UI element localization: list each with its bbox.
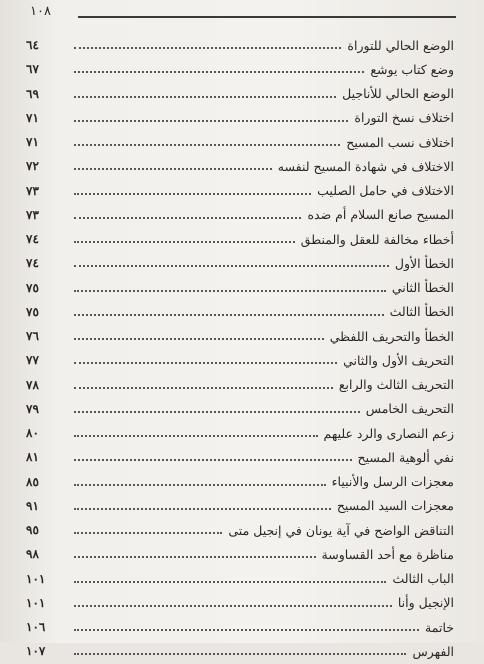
dot-leader	[74, 532, 222, 534]
toc-entry	[26, 348, 454, 372]
toc-entry-page: ٧١	[26, 110, 39, 125]
toc-entry-title: اختلاف نسخ التوراة	[354, 110, 454, 126]
toc-entry-title: الوضع الحالي للأناجيل	[342, 86, 454, 102]
dot-leader	[74, 241, 295, 243]
toc-entry	[26, 106, 454, 130]
dot-leader	[74, 314, 384, 316]
toc-entry-page: ١٠١	[26, 571, 46, 586]
toc-entry	[26, 227, 454, 251]
toc-entry-title: زعم النصارى والرد عليهم	[323, 425, 454, 441]
toc-entry-page: ٧٤	[26, 256, 39, 271]
dot-leader	[74, 265, 389, 267]
toc-entry	[26, 82, 454, 106]
toc-entry-title: التحريف الأول والثاني	[343, 352, 454, 368]
toc-entry-page: ٧٣	[26, 207, 39, 222]
toc-entry-page: ٩٥	[26, 523, 39, 538]
dot-leader	[74, 290, 386, 292]
toc-entry-page: ٧٤	[26, 232, 39, 247]
toc-entry-title: التحريف الثالث والرابع	[338, 377, 454, 393]
dot-leader	[74, 193, 311, 195]
toc-entry-page: ٦٩	[26, 86, 39, 101]
toc-entry-page: ١٠٦	[26, 620, 46, 635]
toc-entry	[26, 445, 454, 469]
toc-entry-title: التناقض الواضح في آية يونان في إنجيل متى	[228, 522, 454, 538]
dot-leader	[74, 362, 337, 364]
dot-leader	[74, 71, 364, 73]
toc-entry-title: اختلاف نسب المسيح	[346, 134, 454, 150]
toc-entry-page: ٧٨	[26, 377, 39, 392]
toc-entry-page: ١٠٧	[26, 644, 46, 659]
dot-leader	[74, 459, 352, 461]
toc-entry-title: الباب الثالث	[392, 571, 454, 587]
toc-entry-title: أخطاء مخالفة للعقل والمنطق	[300, 231, 454, 247]
toc-entry-title: معجزات الرسل والأنبياء	[331, 474, 454, 490]
toc-entry	[26, 397, 454, 421]
toc-entry	[26, 518, 454, 542]
dot-leader	[74, 120, 348, 122]
toc-entry	[26, 57, 454, 81]
toc-entry	[26, 373, 454, 397]
toc-entry	[26, 203, 454, 227]
toc-entry-page: ٧٥	[26, 280, 39, 295]
toc-entry	[26, 567, 454, 591]
toc-entry-title: الإنجيل وأنا	[397, 595, 454, 611]
toc-entry-page: ٩١	[26, 498, 39, 513]
toc-entry	[26, 130, 454, 154]
toc-entry-title: التحريف الخامس	[365, 401, 454, 417]
toc-entry	[26, 615, 454, 639]
dot-leader	[74, 581, 386, 583]
dot-leader	[74, 435, 318, 437]
toc-entry-title: الخطأ الأول	[394, 255, 454, 271]
dot-leader	[74, 411, 360, 413]
dot-leader	[74, 629, 419, 631]
dot-leader	[74, 338, 324, 340]
toc-entry	[26, 276, 454, 300]
dot-leader	[74, 556, 316, 558]
toc-entry-page: ٨٠	[26, 426, 39, 441]
toc-entry-title: نفي ألوهية المسيح	[357, 449, 454, 465]
toc-entry	[26, 494, 454, 518]
dot-leader	[74, 387, 333, 389]
toc-entry-page: ٧٣	[26, 183, 39, 198]
toc-entry-title: الوضع الحالي للتوراة	[347, 37, 454, 53]
toc-entry-page: ٧٥	[26, 304, 39, 319]
toc-entry	[26, 251, 454, 275]
dot-leader	[74, 653, 406, 655]
dot-leader	[74, 605, 392, 607]
toc-entry-title: الخطأ الثاني	[391, 280, 454, 296]
dot-leader	[74, 508, 331, 510]
table-of-contents	[26, 33, 454, 664]
toc-entry-title: الاختلاف في حامل الصليب	[317, 183, 454, 199]
toc-entry	[26, 154, 454, 178]
toc-entry-page: ٦٧	[26, 62, 39, 77]
dot-leader	[74, 484, 326, 486]
toc-entry-title: خاتمة	[425, 619, 454, 635]
toc-entry	[26, 33, 454, 57]
toc-entry-page: ٩٨	[26, 547, 39, 562]
toc-entry-title: مناظرة مع أحد القساوسة	[321, 546, 454, 562]
toc-entry-title: معجزات السيد المسيح	[336, 498, 454, 514]
toc-entry-title: الاختلاف في شهادة المسيح لنفسه	[277, 158, 454, 174]
dot-leader	[74, 144, 340, 146]
dot-leader	[74, 168, 272, 170]
toc-entry	[26, 324, 454, 348]
toc-entry-title: الفهرس	[412, 643, 454, 659]
header-rule	[78, 16, 456, 18]
toc-entry	[26, 179, 454, 203]
toc-entry-page: ٧١	[26, 135, 39, 150]
toc-entry-title: المسيح صانع السلام أم ضده	[307, 207, 454, 223]
toc-entry	[26, 300, 454, 324]
toc-entry-title: وضع كتاب يوشع	[370, 61, 454, 77]
toc-entry-page: ٦٤	[26, 38, 39, 53]
dot-leader	[74, 96, 336, 98]
dot-leader	[74, 217, 301, 219]
toc-entry-page: ٧٦	[26, 329, 39, 344]
toc-entry-page: ٧٢	[26, 159, 39, 174]
page-number: ١٠٨	[30, 4, 51, 19]
toc-entry	[26, 542, 454, 566]
toc-entry-page: ٨٥	[26, 474, 39, 489]
toc-entry-page: ٨١	[26, 450, 39, 465]
toc-entry-title: الخطأ والتحريف اللفظي	[329, 328, 454, 344]
page-header	[0, 0, 484, 26]
toc-entry-page: ٧٧	[26, 353, 39, 368]
toc-entry	[26, 470, 454, 494]
toc-entry-page: ١٠١	[26, 595, 46, 610]
toc-entry	[26, 421, 454, 445]
dot-leader	[74, 47, 341, 49]
toc-entry-page: ٧٩	[26, 401, 39, 416]
toc-entry-title: الخطأ الثالث	[389, 304, 454, 320]
toc-entry	[26, 591, 454, 615]
